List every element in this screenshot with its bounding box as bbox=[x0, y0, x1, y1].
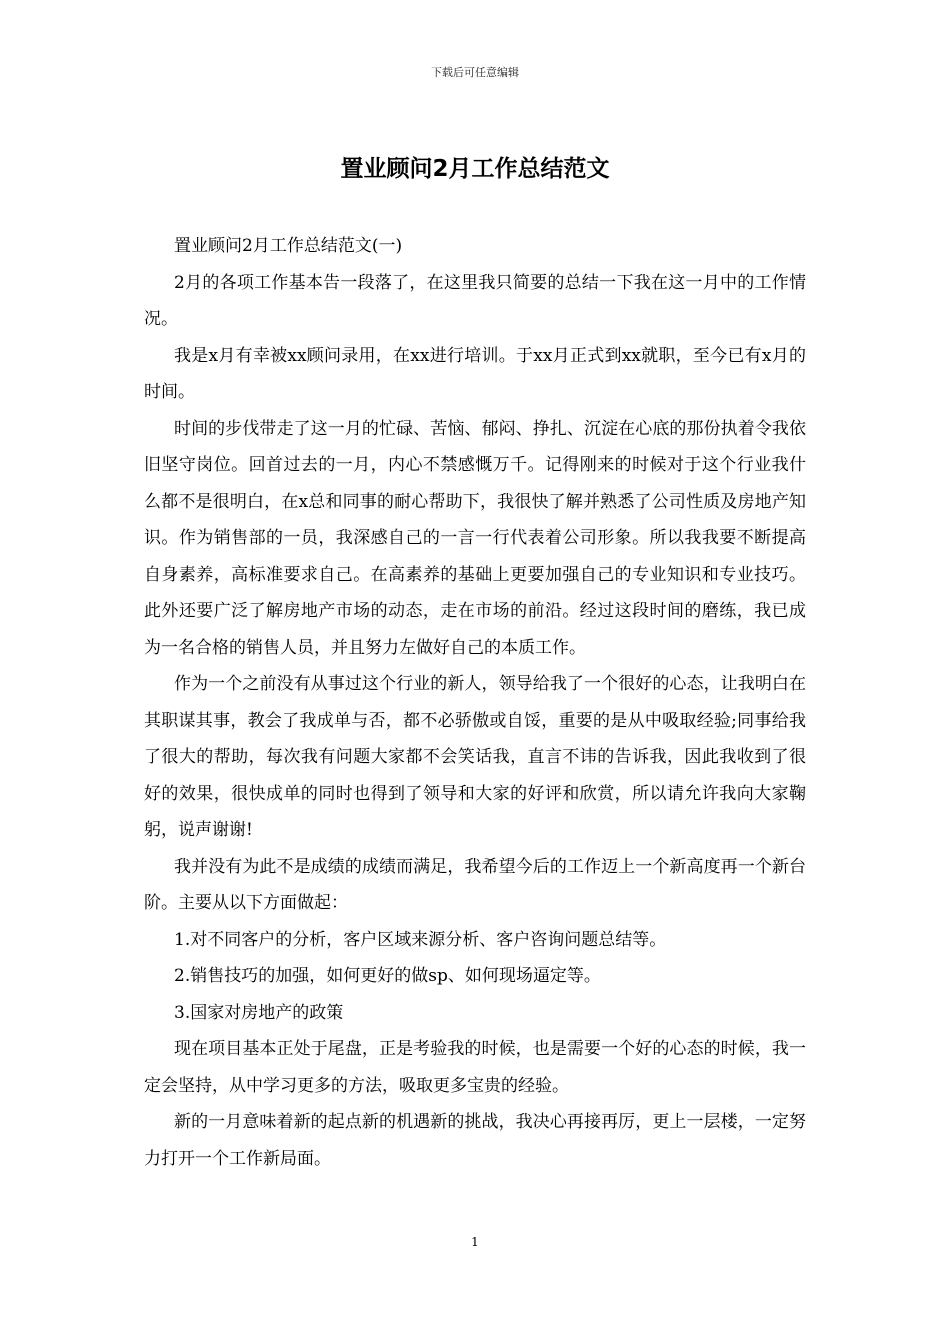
paragraph-employment: 我是x月有幸被xx顾问录用，在xx进行培训。于xx月正式到xx就职，至今已有x月的时间。 bbox=[144, 345, 806, 402]
paragraph-conclusion: 新的一月意味着新的起点新的机遇新的挑战，我决心再接再厉，更上一层楼，一定努力打开一个工作新局面。 bbox=[144, 1112, 806, 1169]
paragraph-goals: 我并没有为此不是成绩的成绩而满足，我希望今后的工作迈上一个新高度再一个新台阶。主要从以下方面做起： bbox=[144, 856, 806, 913]
paragraph-subtitle: 置业顾问2月工作总结范文(一) bbox=[174, 236, 403, 256]
document-title: 置业顾问2月工作总结范文 bbox=[340, 156, 610, 182]
paragraph-gratitude: 作为一个之前没有从事过这个行业的新人，领导给我了一个很好的心态，让我明白在其职谋其事，教会了我成单与否，都不必骄傲或自馁，重要的是从中吸取经验;同事给我了很大的帮助，每次我有问题大家都不会笑话我，直言不讳的告诉我，因此我收到了很好的效果，很快成单的同时也得到了领导和大家的好评和欣赏，所以请允许我向大家鞠躬，说声谢谢! bbox=[144, 674, 806, 840]
page-header: 下载后可任意编辑 bbox=[431, 66, 519, 79]
list-item-1: 1.对不同客户的分析，客户区域来源分析、客户咨询问题总结等。 bbox=[174, 929, 667, 950]
page-number: 1 bbox=[471, 1235, 479, 1249]
paragraph-reflection: 时间的步伐带走了这一月的忙碌、苦恼、郁闷、挣扎、沉淀在心底的那份执着令我依旧坚守岗位。回首过去的一月，内心不禁感慨万千。记得刚来的时候对于这个行业我什么都不是很明白，在x总和同事的耐心帮助下，我很快了解并熟悉了公司性质及房地产知识。作为销售部的一员，我深感自己的一言一行代表着公司形象。所以我我要不断提高自身素养，高标准要求自己。在高素养的基础上更要加强自己的专业知识和专业技巧。此外还要广泛了解房地产市场的动态，走在市场的前沿。经过这段时间的磨练，我已成为一名合格的销售人员，并且努力左做好自己的本质工作。 bbox=[144, 418, 806, 658]
list-item-2: 2.销售技巧的加强，如何更好的做sp、如何现场逼定等。 bbox=[174, 966, 601, 986]
paragraph-intro: 2月的各项工作基本告一段落了，在这里我只简要的总结一下我在这一月中的工作情况。 bbox=[144, 272, 806, 329]
document-body bbox=[144, 228, 806, 1177]
list-item-3: 3.国家对房地产的政策 bbox=[174, 1002, 344, 1023]
paragraph-current-project: 现在项目基本正处于尾盘，正是考验我的时候，也是需要一个好的心态的时候，我一定会坚持，从中学习更多的方法，吸取更多宝贵的经验。 bbox=[144, 1039, 806, 1096]
